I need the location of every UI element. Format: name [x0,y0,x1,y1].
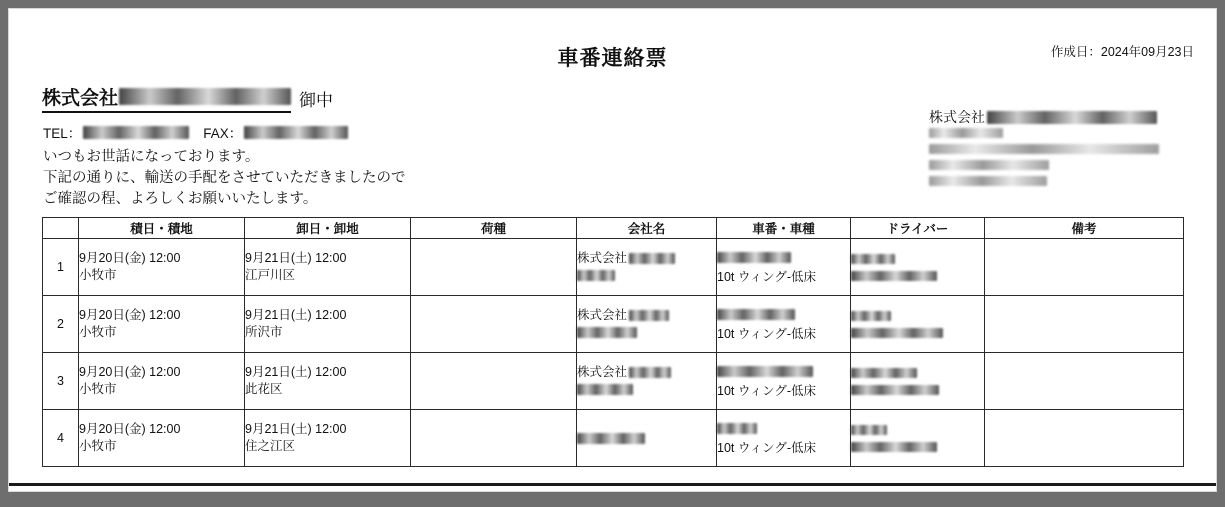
cell-unload [245,410,411,467]
table-header-row [43,218,1184,239]
cell-driver-line2 [851,381,984,398]
cell-company-label: 株式会社 [577,308,628,322]
contact-line [43,122,348,142]
addressee-company [42,83,291,113]
redaction-driver-4b [851,442,937,452]
cell-company-line2 [577,324,716,341]
cell-vehicle-type: 10t ウィング-低床 [717,326,817,341]
cell-load-place: 小牧市 [79,382,117,396]
document-sheet [9,9,1216,491]
created-date: 作成日：2024年09月23日 [1050,45,1194,59]
cell-vehicle-number [717,363,850,380]
cell-load-place: 小牧市 [79,439,117,453]
redaction-addressee-name [119,88,291,105]
cell-no: 2 [43,296,79,353]
document-page [8,8,1217,492]
redaction-driver-2 [851,311,891,321]
redaction-tel [83,126,189,139]
cell-load-place: 小牧市 [79,325,117,339]
addressee [42,83,333,113]
cell-unload [245,353,411,410]
redaction-vehicle-4 [717,423,757,434]
redaction-driver-3 [851,368,917,378]
greeting-line-1: いつもお世話になっております。 [43,149,260,165]
sender-line-5 [929,173,1159,189]
table-row [43,239,1184,296]
cell-unload [245,296,411,353]
cell-driver-line2 [851,324,984,341]
cell-remarks [985,353,1184,410]
cell-vehicle-type: 10t ウィング-低床 [717,383,817,398]
cell-unload-place: 此花区 [245,382,283,396]
cell-remarks [985,410,1184,467]
redaction-vehicle-2 [717,309,795,320]
cell-unload-date: 9月21日(土) 12:00 [245,251,347,265]
cell-company-label: 株式会社 [577,365,628,379]
redaction-sender-line-5 [929,176,1047,186]
sender-line-2 [929,125,1159,141]
col-header-no [43,218,79,239]
sender-line-3 [929,141,1159,157]
redaction-company-2b [577,327,637,338]
cell-load-place: 小牧市 [79,268,117,282]
cell-vehicle [717,296,851,353]
cell-driver [851,239,985,296]
cell-driver-line1 [851,421,984,438]
cell-vehicle [717,353,851,410]
cell-load-date: 9月20日(金) 12:00 [79,308,181,322]
cell-load [79,353,245,410]
cell-remarks [985,239,1184,296]
cell-company [577,410,717,467]
cell-driver [851,410,985,467]
cell-load [79,239,245,296]
cell-company-line2 [577,267,716,284]
cell-vehicle [717,410,851,467]
shipment-table [42,217,1184,467]
cell-company-label: 株式会社 [577,251,628,265]
redaction-sender-line-4 [929,160,1049,170]
fax-label: FAX： [203,126,243,141]
redaction-company-4 [577,433,645,444]
col-header-load: 積日・積地 [79,218,245,239]
sender-company-prefix: 株式会社 [929,109,985,125]
greeting-block [43,147,406,210]
redaction-vehicle-1 [717,252,791,263]
cell-remarks [985,296,1184,353]
redaction-driver-2b [851,328,943,338]
cell-load-date: 9月20日(金) 12:00 [79,422,181,436]
greeting-line-3: ご確認の程、よろしくお願いいたします。 [43,191,318,207]
cell-no: 4 [43,410,79,467]
redaction-driver-3b [851,385,939,395]
cell-cargo [411,296,577,353]
cell-company-text [577,307,716,324]
redaction-sender-line-2 [929,128,1003,138]
page-title: 車番連絡票 [557,47,668,70]
addressee-company-prefix: 株式会社 [42,88,119,109]
redaction-company-2 [629,310,669,321]
cell-company-line2 [577,381,716,398]
cell-load [79,296,245,353]
cell-driver-line1 [851,364,984,381]
table-row [43,353,1184,410]
redaction-vehicle-3 [717,366,813,377]
redaction-driver-1 [851,254,895,264]
sender-company-row [929,109,1159,125]
cell-unload-place: 江戸川区 [245,268,296,282]
cell-unload-date: 9月21日(土) 12:00 [245,365,347,379]
cell-driver [851,353,985,410]
redaction-driver-1b [851,271,937,281]
cell-cargo [411,353,577,410]
cell-company-text [577,430,716,447]
cell-load [79,410,245,467]
cell-cargo [411,239,577,296]
col-header-remarks: 備考 [985,218,1184,239]
cell-driver [851,296,985,353]
cell-company [577,296,717,353]
cell-unload-date: 9月21日(土) 12:00 [245,308,347,322]
cell-company [577,239,717,296]
cell-unload-place: 所沢市 [245,325,283,339]
cell-vehicle-number [717,306,850,323]
col-header-company: 会社名 [577,218,717,239]
cell-load-date: 9月20日(金) 12:00 [79,251,181,265]
page-bottom-rule [9,483,1216,486]
cell-no: 3 [43,353,79,410]
cell-company-text [577,364,716,381]
cell-load-date: 9月20日(金) 12:00 [79,365,181,379]
redaction-company-1b [577,270,615,281]
cell-driver-line2 [851,438,984,455]
redaction-company-1 [629,253,675,264]
cell-vehicle-type: 10t ウィング-低床 [717,440,817,455]
cell-unload-place: 住之江区 [245,439,296,453]
greeting-line-2: 下記の通りに、輸送の手配をさせていただきましたので [43,170,406,186]
sender-block [929,109,1159,189]
cell-vehicle-type: 10t ウィング-低床 [717,269,817,284]
redaction-company-3b [577,384,633,395]
col-header-unload: 卸日・卸地 [245,218,411,239]
redaction-company-3 [629,367,671,378]
col-header-cargo: 荷種 [411,218,577,239]
cell-company [577,353,717,410]
cell-vehicle [717,239,851,296]
tel-label: TEL： [43,126,82,141]
table-row [43,296,1184,353]
cell-cargo [411,410,577,467]
cell-driver-line1 [851,307,984,324]
redaction-sender-line-3 [929,144,1159,154]
redaction-fax [244,126,348,139]
sender-line-4 [929,157,1159,173]
cell-no: 1 [43,239,79,296]
cell-unload [245,239,411,296]
cell-driver-line2 [851,267,984,284]
cell-unload-date: 9月21日(土) 12:00 [245,422,347,436]
addressee-honorific: 御中 [299,91,334,110]
col-header-driver: ドライバー [851,218,985,239]
cell-vehicle-number [717,420,850,437]
table-row [43,410,1184,467]
redaction-driver-4 [851,425,887,435]
cell-driver-line1 [851,250,984,267]
cell-vehicle-number [717,249,850,266]
redaction-sender-name [987,111,1157,124]
col-header-vehicle: 車番・車種 [717,218,851,239]
cell-company-text [577,250,716,267]
